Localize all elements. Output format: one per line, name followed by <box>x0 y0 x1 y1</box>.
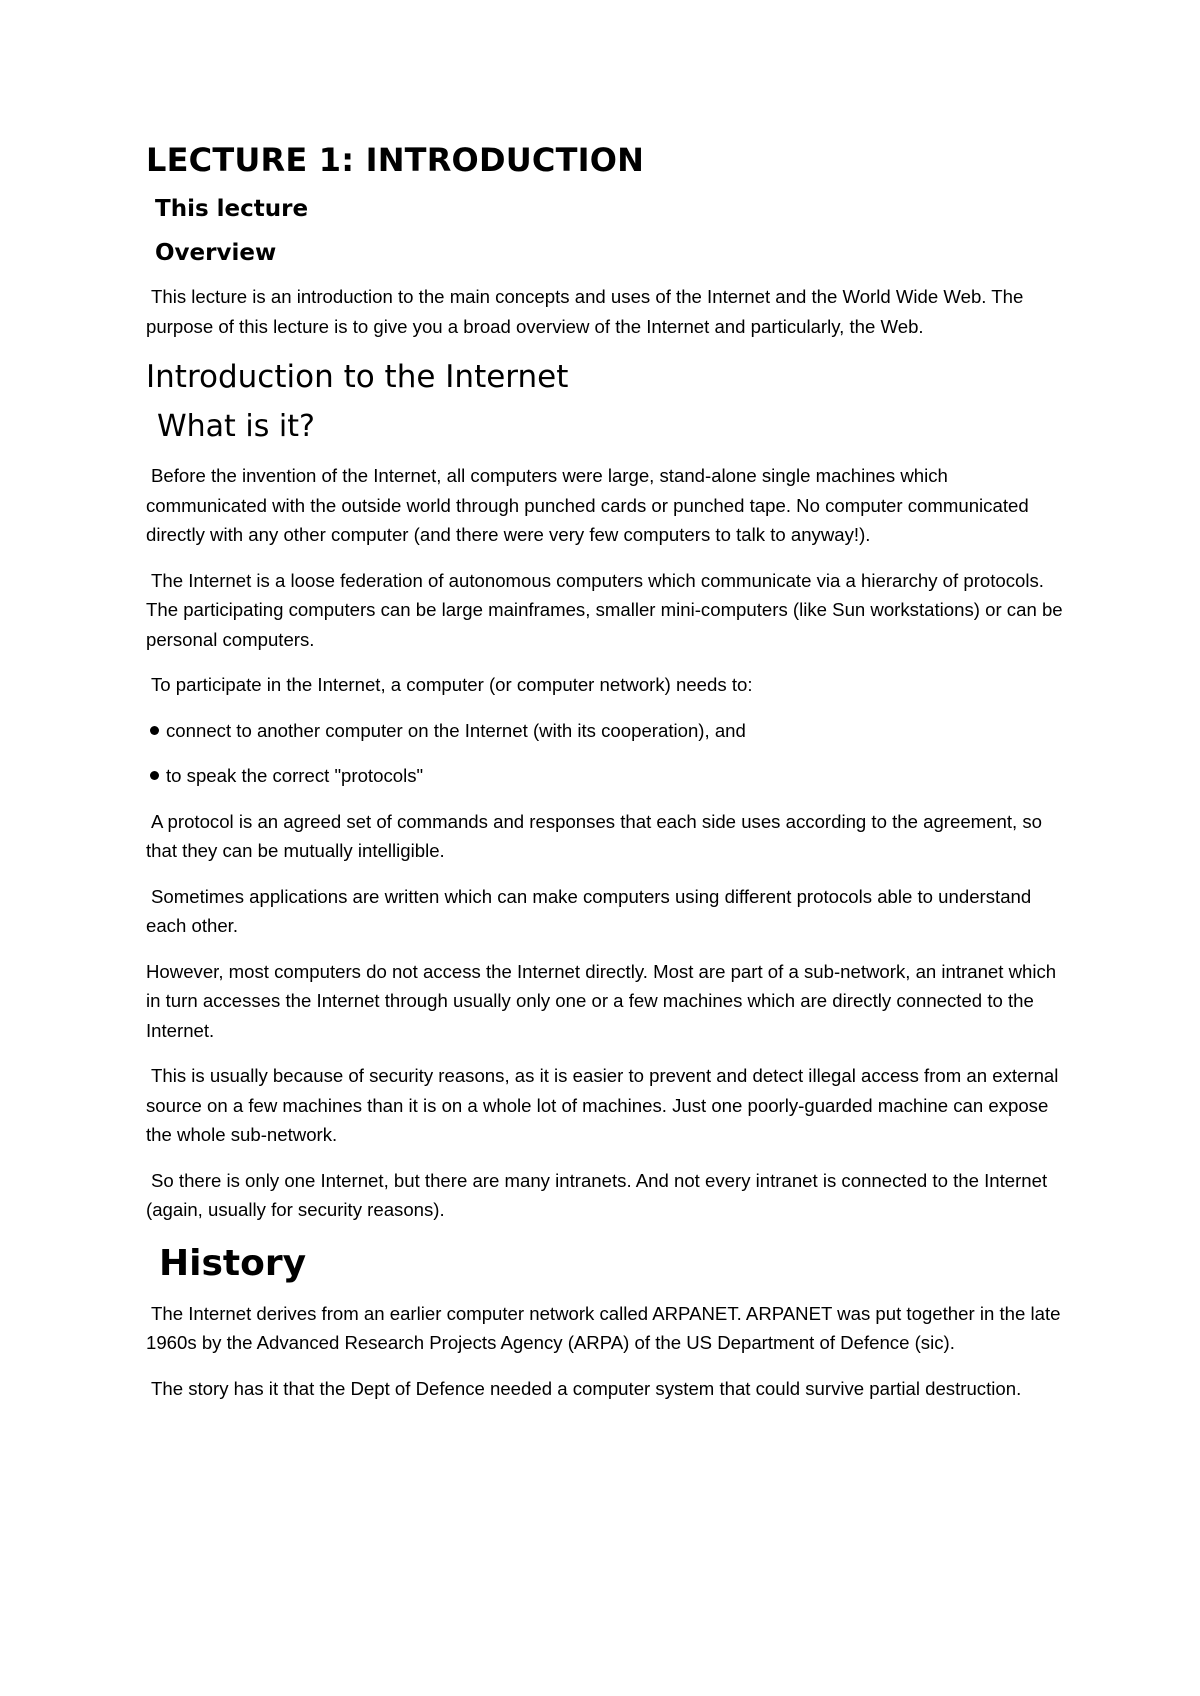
paragraph: The Internet is a loose federation of autonomous computers which communicate via a hierarchy of protocols. The participating computers can be large mainframes, smaller mini-computers (like Sun workstations) or can be personal computers. <box>146 569 1063 650</box>
paragraph: Before the invention of the Internet, all computers were large, stand-alone single machines which communicated with the outside world through punched cards or punched tape. No computer communicated directly with any other computer (and there were very few computers to talk to anyway!). <box>146 465 1029 545</box>
paragraph: So there is only one Internet, but there are many intranets. And not every intranet is connected to the Internet (again, usually for security reasons). <box>146 1169 1048 1220</box>
bullet-dot-icon <box>150 771 159 780</box>
paragraph: This is usually because of security reasons, as it is easier to prevent and detect illegal access from an external source on a few machines than it is on a whole lot of machines. Just one poorly-guarded machine can expose the whole sub-network. <box>146 1065 1059 1145</box>
bullet-dot-icon <box>150 726 159 735</box>
paragraph: The Internet derives from an earlier computer network called ARPANET. ARPANET was put together in the late 1960s by the Advanced Research Projects Agency (ARPA) of the US Department of Defence (sic). <box>146 1302 1061 1353</box>
paragraph: The story has it that the Dept of Defence needed a computer system that could survive partial destruction. <box>151 1377 1022 1399</box>
document-page <box>146 140 1066 1419</box>
paragraph: However, most computers do not access the Internet directly. Most are part of a sub-network, an intranet which in turn accesses the Internet through usually only one or a few machines which are directly connected to the Internet. <box>146 960 1057 1041</box>
bullet-text: to speak the correct "protocols" <box>166 765 424 786</box>
subheading-overview: Overview <box>155 240 277 266</box>
overview-paragraph: This lecture is an introduction to the main concepts and uses of the Internet and the World Wide Web. The purpose of this lecture is to give you a broad overview of the Internet and particularly, the Web. <box>146 286 1024 337</box>
section-heading-what-is-it: What is it? <box>157 409 315 444</box>
paragraph: Sometimes applications are written which can make computers using different protocols able to understand each other. <box>146 885 1032 936</box>
paragraph: A protocol is an agreed set of commands and responses that each side uses according to the agreement, so that they can be mutually intelligible. <box>146 810 1042 861</box>
bullet-text: connect to another computer on the Internet (with its cooperation), and <box>166 719 746 741</box>
bullet-item <box>150 761 1066 791</box>
section-heading-history: History <box>159 1242 307 1284</box>
bullet-item <box>150 716 1066 746</box>
section-heading-intro: Introduction to the Internet <box>146 359 569 395</box>
paragraph: To participate in the Internet, a computer (or computer network) needs to: <box>151 674 753 695</box>
page-title: LECTURE 1: INTRODUCTION <box>146 141 645 179</box>
subheading-this-lecture: This lecture <box>155 196 309 222</box>
